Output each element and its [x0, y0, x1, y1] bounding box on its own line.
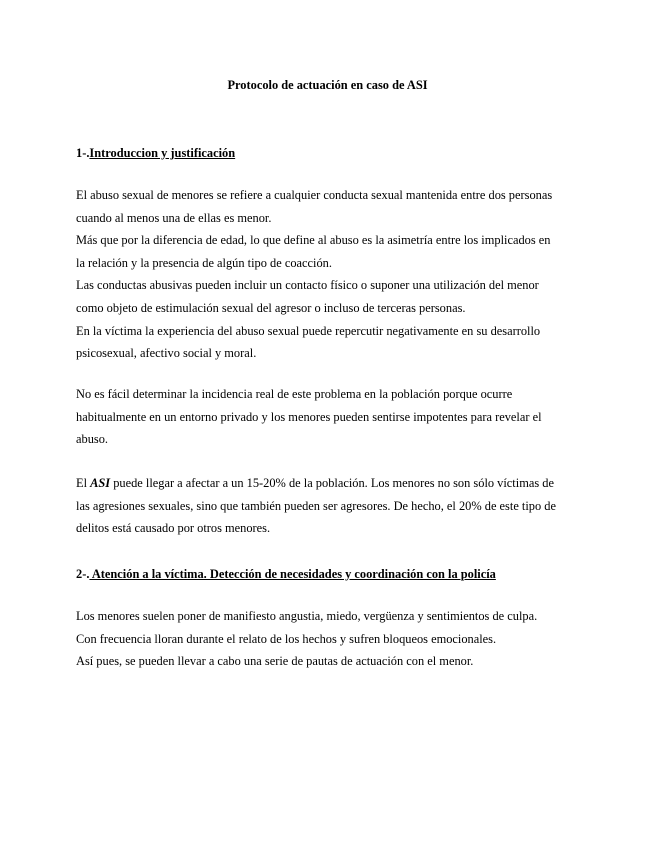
paragraph-line: Más que por la diferencia de edad, lo que define al abuso es la asimetría entre los implicados en — [76, 233, 551, 248]
paragraph-line: abuso. — [76, 432, 109, 447]
paragraph-line: Los menores suelen poner de manifiesto angustia, miedo, vergüenza y sentimientos de culpa. — [76, 609, 538, 623]
text-fragment: El — [76, 476, 91, 490]
document-title: Protocolo de actuación en caso de ASI — [227, 78, 428, 92]
paragraph-line: Las conductas abusivas pueden incluir un contacto físico o suponer una utilización del menor — [76, 278, 539, 293]
paragraph-statistics — [76, 472, 576, 540]
paragraph-line: las agresiones sexuales, sino que también pueden ser agresores. De hecho, el 20% de este tipo de — [76, 498, 556, 513]
text-fragment: puede llegar a afectar a un 15-20% de la población. Los menores no son sólo víctimas de — [110, 476, 554, 490]
paragraph-line: como objeto de estimulación sexual del agresor o incluso de terceras personas. — [76, 300, 466, 315]
paragraph-line: habitualmente en un entorno privado y los menores pueden sentirse impotentes para revelar el — [76, 409, 542, 424]
section-1-heading — [76, 145, 235, 161]
paragraph-line: la relación y la presencia de algún tipo de coacción. — [76, 255, 332, 270]
section-1-number: 1-. — [76, 146, 90, 160]
section-2-number: 2-. — [76, 567, 90, 581]
paragraph-line: delitos está causado por otros menores. — [76, 521, 271, 536]
paragraph-line: En la víctima la experiencia del abuso sexual puede repercutir negativamente en su desarrollo — [76, 323, 541, 338]
paragraph-victim-attention — [76, 605, 576, 673]
paragraph-line: No es fácil determinar la incidencia real de este problema en la población porque ocurre — [76, 387, 513, 401]
paragraph-incidence — [76, 383, 576, 451]
section-2-title: Atención a la víctima. Detección de necesidades y coordinación con la policía — [89, 567, 496, 581]
section-1-title: Introduccion y justificación — [89, 146, 236, 160]
paragraph-line — [76, 472, 576, 495]
paragraph-line: El abuso sexual de menores se refiere a cualquier conducta sexual mantenida entre dos personas — [76, 188, 553, 202]
section-2-heading — [76, 566, 496, 582]
paragraph-line: Con frecuencia lloran durante el relato de los hechos y sufren bloqueos emocionales. — [76, 631, 497, 646]
asi-emphasis: ASI — [90, 476, 111, 490]
paragraph-line: psicosexual, afectivo social y moral. — [76, 346, 257, 361]
paragraph-line: cuando al menos una de ellas es menor. — [76, 210, 272, 225]
paragraph-line: Así pues, se pueden llevar a cabo una serie de pautas de actuación con el menor. — [76, 654, 474, 669]
paragraph-definition — [76, 184, 576, 365]
